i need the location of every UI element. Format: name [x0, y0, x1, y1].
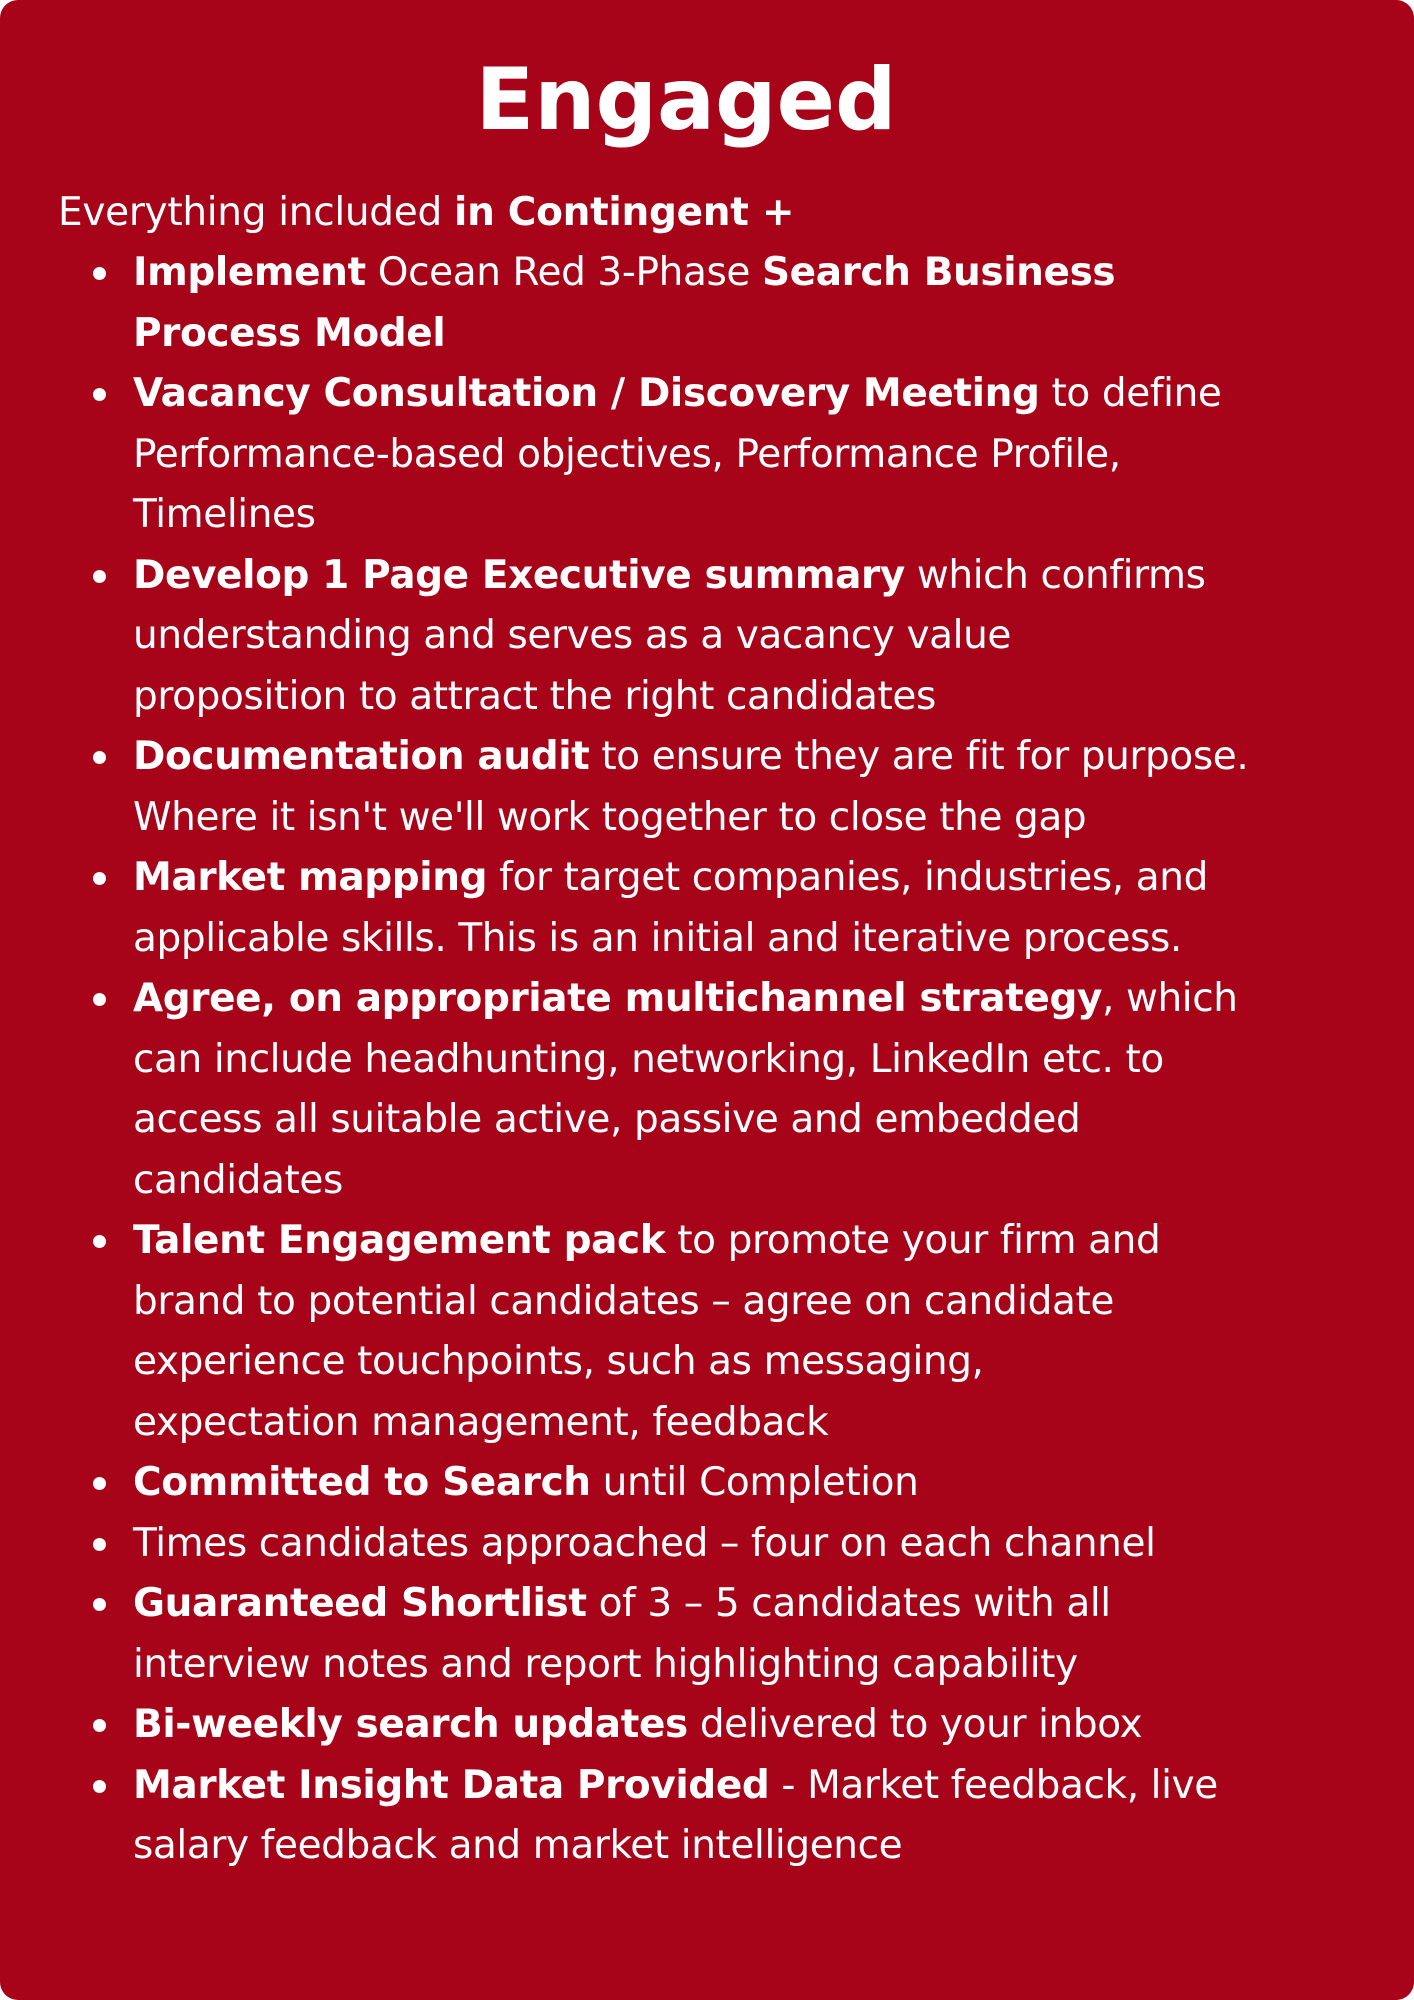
bullet-dot-icon: [93, 872, 106, 885]
feature-text: applicable skills. This is an initial and iterative process.: [133, 915, 1182, 961]
feature-list-item: [86, 1453, 1386, 1514]
feature-line: [133, 546, 1386, 607]
feature-line: [133, 1514, 1386, 1575]
feature-line: [133, 1453, 1386, 1514]
feature-bold-text: Process Model: [133, 310, 446, 356]
feature-list-item: [86, 364, 1386, 546]
feature-list-item: [86, 969, 1386, 1211]
feature-line: [133, 1635, 1386, 1696]
bullet-dot-icon: [93, 1780, 106, 1793]
feature-bold-text: Market mapping: [133, 855, 488, 900]
feature-line: [133, 485, 1386, 546]
feature-bold-text: Documentation audit: [133, 734, 590, 779]
feature-line: [133, 304, 1386, 365]
feature-text: Where it isn't we'll work together to close the gap: [133, 794, 1087, 840]
feature-line: [133, 243, 1386, 304]
feature-bold-text: Market Insight Data Provided: [133, 1762, 770, 1808]
feature-list-item: [86, 546, 1386, 728]
feature-text: understanding and serves as a vacancy value: [133, 613, 1012, 658]
bullet-dot-icon: [93, 1538, 106, 1551]
feature-bold-text: Talent Engagement pack: [133, 1218, 666, 1263]
feature-line: [133, 1393, 1386, 1454]
feature-line: [133, 425, 1386, 486]
feature-line: [133, 909, 1386, 970]
bullet-dot-icon: [93, 570, 106, 583]
feature-text: Performance-based objectives, Performance Profile,: [133, 431, 1121, 477]
feature-line: [133, 1574, 1386, 1635]
feature-line: [133, 788, 1386, 849]
feature-list: [86, 243, 1386, 1877]
feature-bold-text: Search Business: [761, 250, 1116, 295]
feature-text: experience touchpoints, such as messaging,: [133, 1339, 984, 1384]
feature-text: - Market feedback, live: [769, 1762, 1218, 1808]
feature-line: [133, 727, 1386, 788]
bullet-dot-icon: [93, 1477, 106, 1490]
feature-text: proposition to attract the right candidates: [133, 673, 936, 719]
bullet-dot-icon: [93, 1598, 106, 1611]
feature-text: Ocean Red 3-Phase: [365, 250, 762, 295]
feature-text: interview notes and report highlighting capability: [133, 1641, 1078, 1687]
feature-line: [133, 667, 1386, 728]
feature-text: of 3 – 5 candidates with all: [586, 1581, 1111, 1626]
feature-list-item: [86, 1756, 1386, 1877]
intro-bold-text: in Contingent +: [454, 190, 795, 235]
feature-text: to define: [1039, 371, 1222, 416]
feature-text: Times candidates approached – four on each channel: [133, 1520, 1156, 1566]
feature-line: [133, 606, 1386, 667]
feature-line: [133, 1030, 1386, 1091]
intro-text: Everything included: [58, 190, 454, 235]
bullet-dot-icon: [93, 993, 106, 1006]
feature-text: can include headhunting, networking, LinkedIn etc. to: [133, 1036, 1164, 1082]
bullet-dot-icon: [93, 388, 106, 401]
feature-text: delivered to your inbox: [687, 1702, 1143, 1747]
feature-text: which confirms: [904, 552, 1206, 598]
feature-line: [133, 969, 1386, 1030]
feature-text: , which: [1102, 976, 1238, 1021]
card-intro: [58, 183, 794, 244]
feature-text: expectation management, feedback: [133, 1399, 829, 1445]
feature-list-item: [86, 1574, 1386, 1695]
feature-text: candidates: [133, 1157, 343, 1203]
feature-text: salary feedback and market intelligence: [133, 1823, 903, 1868]
bullet-dot-icon: [93, 1719, 106, 1732]
feature-text: until Completion: [590, 1460, 919, 1505]
feature-bold-text: Guaranteed Shortlist: [133, 1581, 587, 1626]
feature-line: [133, 1151, 1386, 1212]
bullet-dot-icon: [93, 1235, 106, 1248]
feature-list-item: [86, 1695, 1386, 1756]
feature-line: [133, 1272, 1386, 1333]
feature-line: [133, 1695, 1386, 1756]
feature-line: [133, 364, 1386, 425]
feature-list-item: [86, 243, 1386, 364]
feature-line: [133, 1816, 1386, 1877]
feature-bold-text: Develop 1 Page Executive summary: [133, 552, 905, 598]
bullet-dot-icon: [93, 751, 106, 764]
feature-bold-text: Vacancy Consultation / Discovery Meeting: [133, 371, 1040, 416]
feature-list-item: [86, 1211, 1386, 1453]
feature-line: [133, 1756, 1386, 1817]
feature-bold-text: Agree, on appropriate multichannel strategy: [133, 976, 1102, 1021]
feature-text: to promote your firm and: [665, 1218, 1161, 1263]
bullet-dot-icon: [93, 267, 106, 280]
feature-text: access all suitable active, passive and embedded: [133, 1097, 1081, 1142]
feature-bold-text: Implement: [133, 250, 366, 295]
feature-text: for target companies, industries, and: [487, 855, 1208, 900]
feature-list-item: [86, 848, 1386, 969]
feature-list-item: [86, 727, 1386, 848]
feature-line: [133, 848, 1386, 909]
card-title: Engaged: [475, 50, 897, 150]
feature-text: to ensure they are fit for purpose.: [589, 734, 1249, 779]
feature-bold-text: Bi-weekly search updates: [133, 1702, 688, 1747]
feature-list-item: [86, 1514, 1386, 1575]
feature-line: [133, 1332, 1386, 1393]
feature-text: Timelines: [133, 492, 316, 537]
feature-line: [133, 1090, 1386, 1151]
feature-line: [133, 1211, 1386, 1272]
feature-bold-text: Committed to Search: [133, 1460, 591, 1505]
feature-text: brand to potential candidates – agree on candidate: [133, 1278, 1114, 1324]
